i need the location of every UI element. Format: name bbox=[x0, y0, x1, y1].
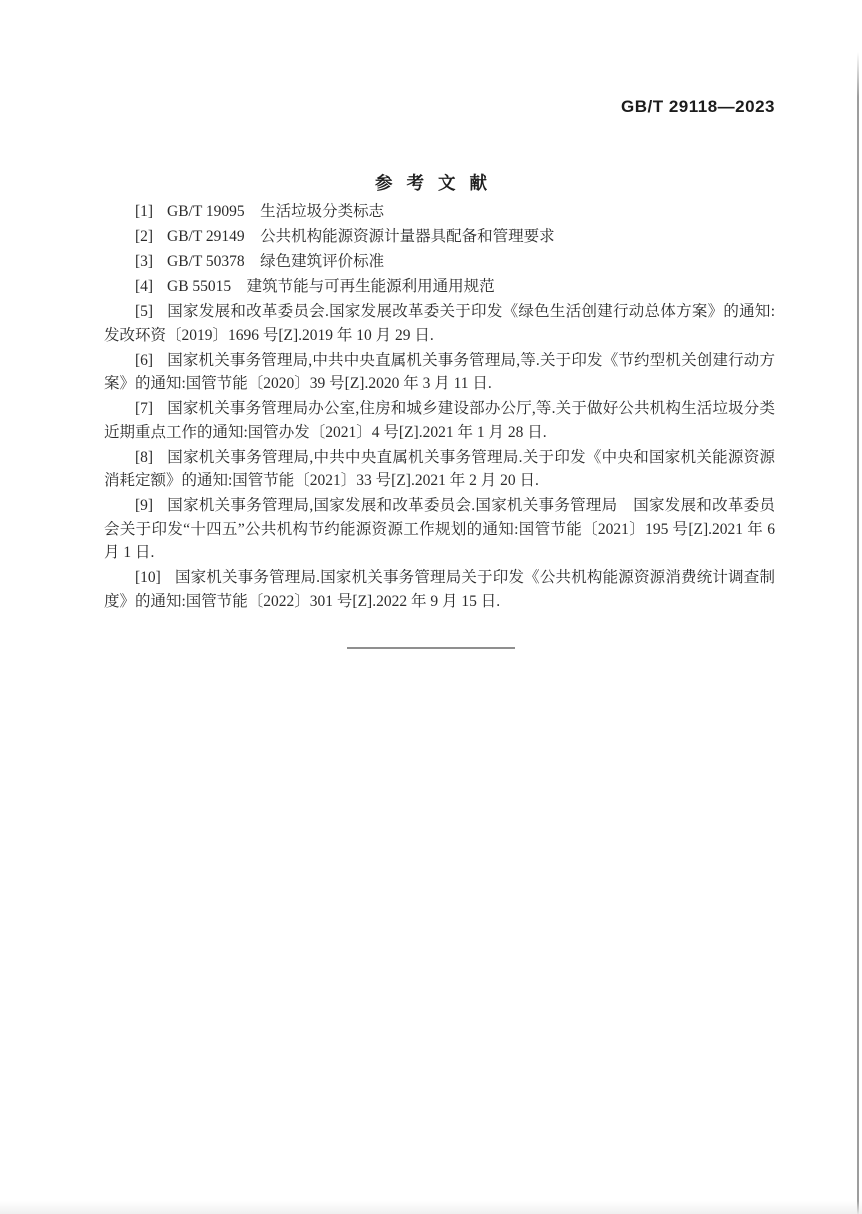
reference-item bbox=[104, 397, 775, 444]
scan-page-bottom-edge bbox=[0, 1201, 862, 1214]
reference-text: 国家机关事务管理局.国家机关事务管理局关于印发《公共机构能源资源消费统计调查制度》的通知:国管节能〔2022〕301 号[Z].2022 年 9 月 15 日. bbox=[104, 569, 775, 610]
reference-label: [10] bbox=[135, 569, 161, 586]
reference-item bbox=[104, 566, 775, 613]
reference-label: [3] bbox=[135, 253, 154, 270]
standard-number: GB/T 29118—2023 bbox=[621, 97, 775, 116]
scan-page-right-edge bbox=[857, 52, 859, 1214]
reference-text: GB/T 50378 绿色建筑评价标准 bbox=[167, 253, 385, 270]
reference-label: [4] bbox=[135, 278, 154, 295]
reference-label: [9] bbox=[135, 497, 154, 514]
reference-text: GB/T 19095 生活垃圾分类标志 bbox=[167, 203, 385, 220]
reference-item bbox=[104, 446, 775, 493]
reference-text: 国家机关事务管理局,国家发展和改革委员会.国家机关事务管理局 国家发展和改革委员会关于印发“十四五”公共机构节约能源资源工作规划的通知:国管节能〔2021〕195 号[Z].2021 年 6 月 1 日. bbox=[104, 497, 776, 561]
reference-label: [5] bbox=[135, 303, 154, 320]
reference-label: [7] bbox=[135, 400, 154, 417]
reference-text: 国家机关事务管理局,中共中央直属机关事务管理局.关于印发《中央和国家机关能源资源消耗定额》的通知:国管节能〔2021〕33 号[Z].2021 年 2 月 20 日. bbox=[104, 448, 775, 489]
reference-item bbox=[104, 494, 775, 565]
end-of-document-divider bbox=[347, 647, 515, 649]
reference-label: [2] bbox=[135, 228, 154, 245]
reference-label: [1] bbox=[135, 203, 154, 220]
reference-item bbox=[104, 275, 775, 299]
reference-text: 国家机关事务管理局办公室,住房和城乡建设部办公厅,等.关于做好公共机构生活垃圾分类近期重点工作的通知:国管办发〔2021〕4 号[Z].2021 年 1 月 28 日. bbox=[104, 400, 775, 441]
reference-text: GB 55015 建筑节能与可再生能源利用通用规范 bbox=[167, 278, 495, 295]
section-title: 参考文献 bbox=[375, 173, 501, 193]
reference-item bbox=[104, 225, 775, 249]
reference-text: 国家发展和改革委员会.国家发展改革委关于印发《绿色生活创建行动总体方案》的通知:发改环资〔2019〕1696 号[Z].2019 年 10 月 29 日. bbox=[104, 303, 775, 344]
reference-label: [6] bbox=[135, 351, 154, 369]
reference-text: 国家机关事务管理局,中共中央直属机关事务管理局,等.关于印发《节约型机关创建行动方案》的通知:国管节能〔2020〕39 号[Z].2020 年 3 月 11 日. bbox=[104, 351, 775, 392]
reference-item bbox=[104, 250, 775, 274]
references-list bbox=[104, 200, 775, 615]
reference-item bbox=[104, 349, 775, 396]
reference-label: [8] bbox=[135, 448, 154, 466]
reference-item bbox=[104, 300, 775, 347]
reference-item bbox=[104, 200, 775, 224]
reference-text: GB/T 29149 公共机构能源资源计量器具配备和管理要求 bbox=[167, 228, 555, 245]
